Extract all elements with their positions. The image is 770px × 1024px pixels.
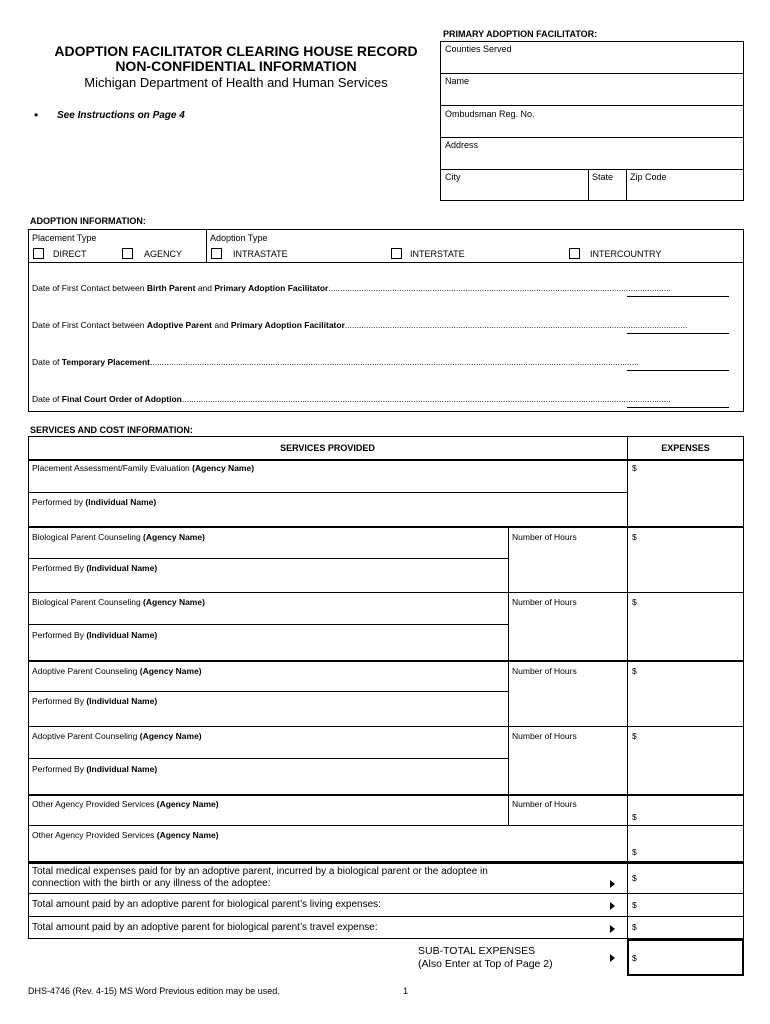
subtotal-box [627, 939, 744, 976]
subtotal-arrow-icon [610, 954, 615, 962]
first-contact-adoptive-parent-date-field[interactable] [627, 333, 729, 334]
form-title-line1: ADOPTION FACILITATOR CLEARING HOUSE RECORD [54, 43, 418, 59]
bio-counseling-1-hours-field[interactable]: Number of Hours [512, 532, 577, 542]
final-court-order-label: Date of Final Court Order of Adoption............................................................................................................................................................................................................... [32, 394, 671, 404]
intrastate-checkbox[interactable] [211, 248, 222, 259]
form-title [36, 44, 436, 74]
placement-assessment-dollar: $ [632, 463, 637, 473]
bio-counseling-1-agency-field[interactable]: Biological Parent Counseling (Agency Name) [32, 532, 205, 542]
instructions-note: See Instructions on Page 4 [57, 110, 185, 121]
adoption-info-heading: ADOPTION INFORMATION: [30, 216, 146, 226]
department-name: Michigan Department of Health and Human Services [84, 75, 388, 90]
other-services-2-dollar: $ [632, 847, 637, 857]
first-contact-adoptive-parent-label: Date of First Contact between Adoptive Parent and Primary Adoption Facilitator................................................................................................................................................. [32, 320, 688, 330]
bullet: • [34, 108, 39, 122]
bio-counseling-2-agency-field[interactable]: Biological Parent Counseling (Agency Name) [32, 597, 205, 607]
bio-counseling-2-hours-field[interactable]: Number of Hours [512, 597, 577, 607]
form-title-line2: NON-CONFIDENTIAL INFORMATION [115, 58, 357, 74]
page-number: 1 [403, 986, 409, 996]
subtotal-dollar-field[interactable]: $ [632, 953, 637, 963]
expenses-header: EXPENSES [661, 443, 710, 453]
placement-type-label: Placement Type [32, 233, 97, 243]
interstate-label: INTERSTATE [410, 249, 465, 259]
adoptive-counseling-2-agency-field[interactable]: Adoptive Parent Counseling (Agency Name) [32, 731, 202, 741]
state-field[interactable]: State [592, 172, 614, 182]
adoptive-counseling-2-performed-by-field[interactable]: Performed By (Individual Name) [32, 764, 158, 774]
facilitator-heading: PRIMARY ADOPTION FACILITATOR: [443, 29, 598, 39]
zip-code-field[interactable]: Zip Code [630, 172, 667, 182]
intercountry-label: INTERCOUNTRY [590, 249, 662, 259]
subtotal-label: SUB-TOTAL EXPENSES (Also Enter at Top of Page 2) [418, 945, 553, 970]
other-services-1-dollar: $ [632, 812, 637, 822]
adoptive-counseling-2-dollar: $ [632, 731, 637, 741]
adoption-type-label: Adoption Type [210, 233, 268, 243]
bio-counseling-1-performed-by-field[interactable]: Performed By (Individual Name) [32, 563, 158, 573]
travel-expense-dollar-field[interactable]: $ [632, 922, 637, 932]
bio-counseling-1-dollar: $ [632, 532, 637, 542]
address-field[interactable]: Address [445, 140, 479, 150]
living-expenses-label: Total amount paid by an adoptive parent for biological parent’s living expenses: [32, 899, 381, 910]
final-court-order-date-field[interactable] [627, 407, 729, 408]
first-contact-birth-parent-label: Date of First Contact between Birth Parent and Primary Adoption Facilitator................................................................................................................................................. [32, 283, 671, 293]
placement-assessment-performed-by-field[interactable]: Performed by (Individual Name) [32, 497, 157, 507]
bio-counseling-2-dollar: $ [632, 597, 637, 607]
intercountry-checkbox[interactable] [569, 248, 580, 259]
travel-arrow-icon [610, 925, 615, 933]
services-provided-header: SERVICES PROVIDED [280, 443, 375, 453]
temporary-placement-label: Date of Temporary Placement............................................................................................................................................................................................................... [32, 357, 639, 367]
agency-checkbox[interactable] [122, 248, 133, 259]
form-number: DHS-4746 (Rev. 4-15) MS Word Previous edition may be used. [28, 986, 280, 996]
medical-arrow-icon [610, 880, 615, 888]
living-arrow-icon [610, 902, 615, 910]
adoptive-counseling-1-dollar: $ [632, 666, 637, 676]
medical-expenses-dollar-field[interactable]: $ [632, 873, 637, 883]
services-heading: SERVICES AND COST INFORMATION: [30, 425, 193, 435]
travel-expense-label: Total amount paid by an adoptive parent for biological parent’s travel expense: [32, 922, 378, 933]
adoptive-counseling-2-hours-field[interactable]: Number of Hours [512, 731, 577, 741]
living-expenses-dollar-field[interactable]: $ [632, 900, 637, 910]
medical-expenses-label: Total medical expenses paid for by an adoptive parent, incurred by a biological parent or the adoptee in connection with the birth or any illness of the adoptee: [32, 866, 488, 889]
direct-checkbox[interactable] [33, 248, 44, 259]
temporary-placement-date-field[interactable] [627, 370, 729, 371]
counties-served-field[interactable]: Counties Served [445, 44, 512, 54]
intrastate-label: INTRASTATE [233, 249, 288, 259]
direct-label: DIRECT [53, 249, 87, 259]
other-services-2-agency-field[interactable]: Other Agency Provided Services (Agency Name) [32, 830, 219, 840]
bio-counseling-2-performed-by-field[interactable]: Performed By (Individual Name) [32, 630, 158, 640]
agency-label: AGENCY [144, 249, 183, 259]
city-field[interactable]: City [445, 172, 461, 182]
other-services-1-agency-field[interactable]: Other Agency Provided Services (Agency Name) [32, 799, 219, 809]
interstate-checkbox[interactable] [391, 248, 402, 259]
facilitator-name-field[interactable]: Name [445, 76, 470, 86]
placement-assessment-agency-field[interactable]: Placement Assessment/Family Evaluation (Agency Name) [32, 463, 255, 473]
adoptive-counseling-1-performed-by-field[interactable]: Performed By (Individual Name) [32, 696, 158, 706]
other-services-1-hours-field[interactable]: Number of Hours [512, 799, 577, 809]
adoptive-counseling-1-hours-field[interactable]: Number of Hours [512, 666, 577, 676]
first-contact-birth-parent-date-field[interactable] [627, 296, 729, 297]
ombudsman-reg-field[interactable]: Ombudsman Reg. No. [445, 109, 535, 119]
adoptive-counseling-1-agency-field[interactable]: Adoptive Parent Counseling (Agency Name) [32, 666, 202, 676]
